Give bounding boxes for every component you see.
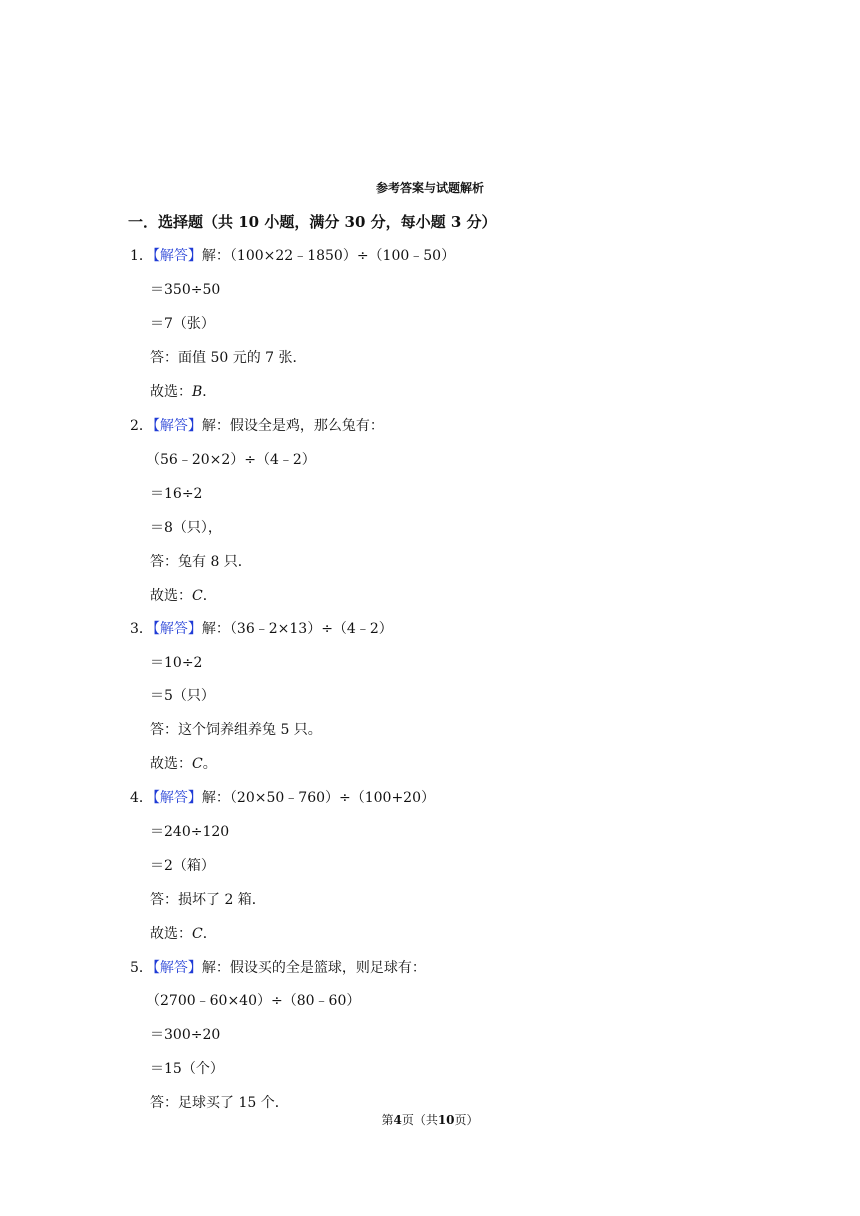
choice-prefix: 故选： [150, 926, 192, 942]
question-number: 1． [130, 248, 153, 264]
answer-line: 答：兔有 8 只． [150, 554, 252, 570]
step-line: ＝5（只） [150, 688, 215, 704]
choice-suffix: ． [202, 384, 217, 400]
answer-tag: 【解答】 [152, 960, 202, 976]
answer-tag: 【解答】 [152, 248, 202, 264]
step-line: ＝300÷20 [150, 1027, 221, 1043]
step-line: （2700﹣60×40）÷（80﹣60） [146, 993, 361, 1009]
solution-line: 解：假设全是鸡，那么兔有： [201, 418, 384, 434]
footer-prefix: 第 [381, 1113, 394, 1127]
answer-tag: 【解答】 [152, 790, 202, 806]
solution-line: 解：（100×22﹣1850）÷（100﹣50） [201, 248, 456, 264]
question-number: 3． [130, 621, 153, 637]
step-line: ＝350÷50 [150, 282, 221, 298]
choice-line [150, 586, 217, 606]
step-line: ＝16÷2 [150, 486, 203, 502]
choice-suffix: ． [202, 588, 217, 604]
answer-line: 答：这个饲养组养兔 5 只。 [150, 722, 322, 738]
question-1-line [130, 246, 455, 266]
choice-prefix: 故选： [150, 384, 192, 400]
page-footer [0, 1112, 860, 1128]
choice-suffix: ． [202, 926, 217, 942]
answer-line: 答：足球买了 15 个． [150, 1095, 289, 1111]
question-2-line [130, 416, 384, 436]
choice-letter: C [192, 588, 203, 604]
choice-letter: C [192, 926, 203, 942]
section-heading: 一．选择题（共 10 小题，满分 30 分，每小题 3 分） [128, 213, 497, 231]
step-line: ＝2（箱） [150, 858, 215, 874]
solution-line: 解：（36﹣2×13）÷（4﹣2） [201, 621, 393, 637]
question-number: 5． [130, 960, 153, 976]
choice-line [150, 754, 217, 774]
question-5-line [130, 958, 426, 978]
choice-prefix: 故选： [150, 588, 192, 604]
choice-line [150, 382, 216, 402]
choice-suffix: 。 [202, 756, 217, 772]
footer-middle: 页（共 [401, 1113, 438, 1127]
step-line: ＝10÷2 [150, 655, 203, 671]
question-3-line [130, 619, 393, 639]
step-line: （56﹣20×2）÷（4﹣2） [146, 452, 316, 468]
answer-line: 答：损坏了 2 箱． [150, 892, 266, 908]
choice-letter: B [192, 384, 203, 400]
step-line: ＝15（个） [150, 1061, 224, 1077]
answer-line: 答：面值 50 元的 7 张． [150, 350, 307, 366]
choice-prefix: 故选： [150, 756, 192, 772]
answer-tag: 【解答】 [152, 418, 202, 434]
footer-total-pages: 10 [437, 1113, 455, 1127]
answer-tag: 【解答】 [152, 621, 202, 637]
step-line: ＝7（张） [150, 316, 215, 332]
question-number: 2． [130, 418, 153, 434]
question-number: 4． [130, 790, 153, 806]
step-line: ＝8（只）， [150, 520, 222, 536]
choice-letter: C [192, 756, 203, 772]
choice-line [150, 924, 217, 944]
solution-line: 解：假设买的全是篮球，则足球有： [201, 960, 426, 976]
step-line: ＝240÷120 [150, 824, 230, 840]
question-4-line [130, 788, 435, 808]
footer-page-number: 4 [393, 1113, 402, 1127]
page-title: 参考答案与试题解析 [375, 181, 484, 195]
footer-suffix: 页） [454, 1113, 479, 1127]
solution-line: 解：（20×50﹣760）÷（100+20） [201, 790, 435, 806]
